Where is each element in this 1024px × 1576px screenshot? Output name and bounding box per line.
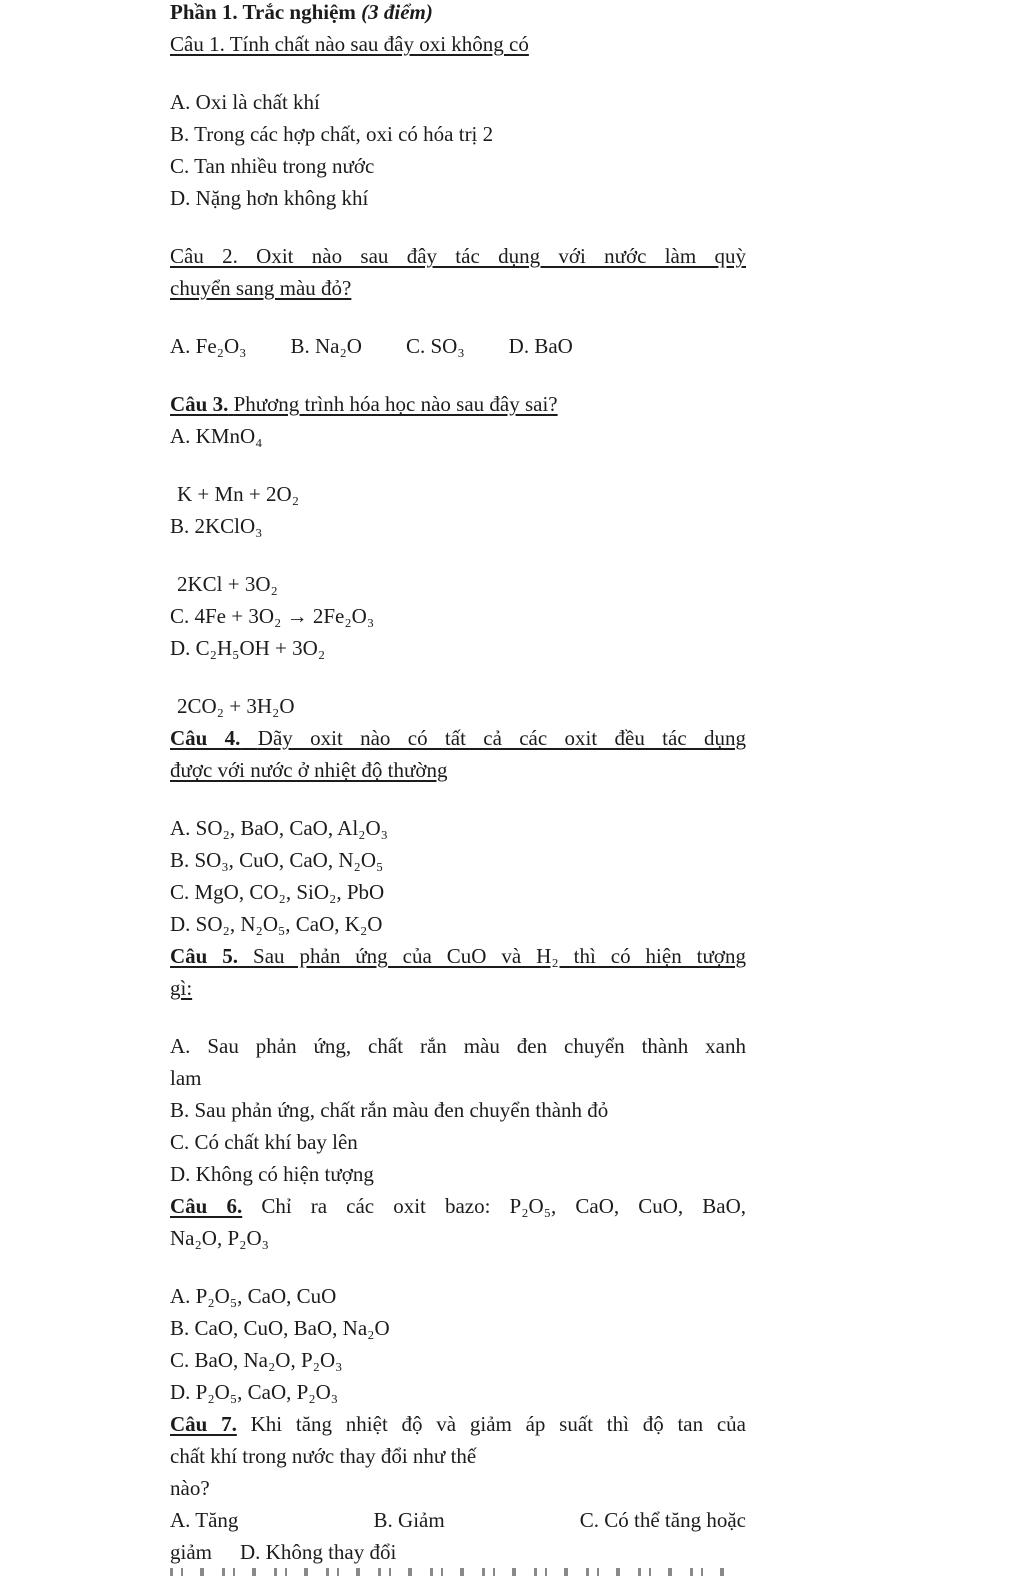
q4-option-a: A. SO₂, BaO, CaO, Al₂O₃ [170, 816, 388, 840]
q6-option-c: C. BaO, Na₂O, P₂O₃ [170, 1348, 343, 1372]
q2-options-row [170, 330, 746, 362]
q2-option-d: D. BaO [508, 334, 573, 358]
question-2 [170, 240, 746, 362]
question-1 [170, 28, 746, 214]
q7-option-c-part-1: C. Có thể tăng hoặc [579, 1508, 746, 1532]
q7-options-row-1 [170, 1504, 746, 1536]
q5-title-prefix: Câu 5. [170, 944, 239, 968]
q2-title-line-1: Câu 2. Oxit nào sau đây tác dụng với nước làm quỳ [170, 244, 746, 268]
q3-option-c: C. 4Fe + 3O₂ → 2Fe₂O₃ [170, 604, 375, 628]
q5-title-text: Sau phản ứng của CuO và H₂ thì có hiện tượng [253, 944, 746, 968]
q6-title-line-2: Na₂O, P₂O₃ [170, 1226, 269, 1250]
q3-title [170, 388, 746, 420]
question-4 [170, 722, 746, 940]
section-heading-title: Phần 1. Trắc nghiệm [170, 0, 356, 24]
q3-equation-3: 2CO₂ + 3H₂O [177, 694, 295, 718]
q1-option-d: D. Nặng hơn không khí [170, 186, 369, 210]
question-5 [170, 940, 746, 1190]
q7-title-line-2: chất khí trong nước thay đổi như thế [170, 1444, 477, 1468]
q5-option-d: D. Không có hiện tượng [170, 1162, 374, 1186]
content-column [170, 0, 746, 1568]
q1-option-b: B. Trong các hợp chất, oxi có hóa trị 2 [170, 122, 494, 146]
q2-option-c: C. SO₃ [405, 334, 465, 358]
question-7 [170, 1408, 746, 1568]
q3-title-prefix: Câu 3. [170, 392, 229, 416]
q7-title-line-1 [170, 1408, 746, 1440]
q7-option-b: B. Giảm [373, 1508, 445, 1532]
question-6 [170, 1190, 746, 1408]
q7-options-row-2 [170, 1536, 746, 1568]
section-heading [170, 0, 746, 28]
q4-title-line-1 [170, 722, 746, 754]
q6-title-text: Chỉ ra các oxit bazo: P₂O₅, CaO, CuO, BaO, [261, 1194, 746, 1218]
q4-option-c: C. MgO, CO₂, SiO₂, PbO [170, 880, 385, 904]
q4-option-d: D. SO₂, N₂O₅, CaO, K₂O [170, 912, 383, 936]
q3-option-d: D. C₂H₅OH + 3O₂ [170, 636, 326, 660]
q2-option-a: A. Fe₂O₃ [170, 334, 247, 358]
q7-option-d: D. Không thay đổi [240, 1540, 397, 1564]
q7-title-text: Khi tăng nhiệt độ và giảm áp suất thì độ tan của [250, 1412, 746, 1436]
cutoff-text-remnant [170, 1568, 735, 1576]
q6-option-a: A. P₂O₅, CaO, CuO [170, 1284, 337, 1308]
q5-title-line-2: gì: [170, 976, 193, 1000]
q3-equation-2: 2KCl + 3O₂ [177, 572, 278, 596]
q4-title-text: Dãy oxit nào có tất cả các oxit đều tác dụng [257, 726, 746, 750]
q1-option-a: A. Oxi là chất khí [170, 90, 320, 114]
q5-option-b: B. Sau phản ứng, chất rắn màu đen chuyển thành đỏ [170, 1098, 609, 1122]
section-heading-points: (3 điểm) [361, 0, 433, 24]
q5-option-a-line-2: lam [170, 1066, 202, 1090]
q6-title-line-1 [170, 1190, 746, 1222]
q5-option-c: C. Có chất khí bay lên [170, 1130, 358, 1154]
q6-title-prefix: Câu 6. [170, 1194, 243, 1218]
q7-option-c-part-2: giảm [170, 1540, 212, 1564]
q4-title-prefix: Câu 4. [170, 726, 241, 750]
q1-title: Câu 1. Tính chất nào sau đây oxi không có [170, 32, 529, 56]
q7-option-a: A. Tăng [170, 1508, 239, 1532]
q5-title-line-1 [170, 940, 746, 972]
q2-option-b: B. Na₂O [290, 334, 362, 358]
question-3 [170, 388, 746, 722]
q3-equation-1: K + Mn + 2O₂ [177, 482, 300, 506]
q3-title-text: Phương trình hóa học nào sau đây sai? [233, 392, 558, 416]
q3-option-a: A. KMnO₄ [170, 424, 263, 448]
q2-title-line-2: chuyển sang màu đỏ? [170, 276, 352, 300]
q3-option-b: B. 2KClO₃ [170, 514, 263, 538]
q5-option-a-line-1: A. Sau phản ứng, chất rắn màu đen chuyển thành xanh [170, 1034, 746, 1058]
q6-option-b: B. CaO, CuO, BaO, Na₂O [170, 1316, 390, 1340]
q7-title-line-3: nào? [170, 1476, 210, 1500]
q1-option-c: C. Tan nhiều trong nước [170, 154, 375, 178]
q4-option-b: B. SO₃, CuO, CaO, N₂O₅ [170, 848, 384, 872]
q6-option-d: D. P₂O₅, CaO, P₂O₃ [170, 1380, 339, 1404]
q4-title-line-2: được với nước ở nhiệt độ thường [170, 758, 448, 782]
q7-title-prefix: Câu 7. [170, 1412, 237, 1436]
